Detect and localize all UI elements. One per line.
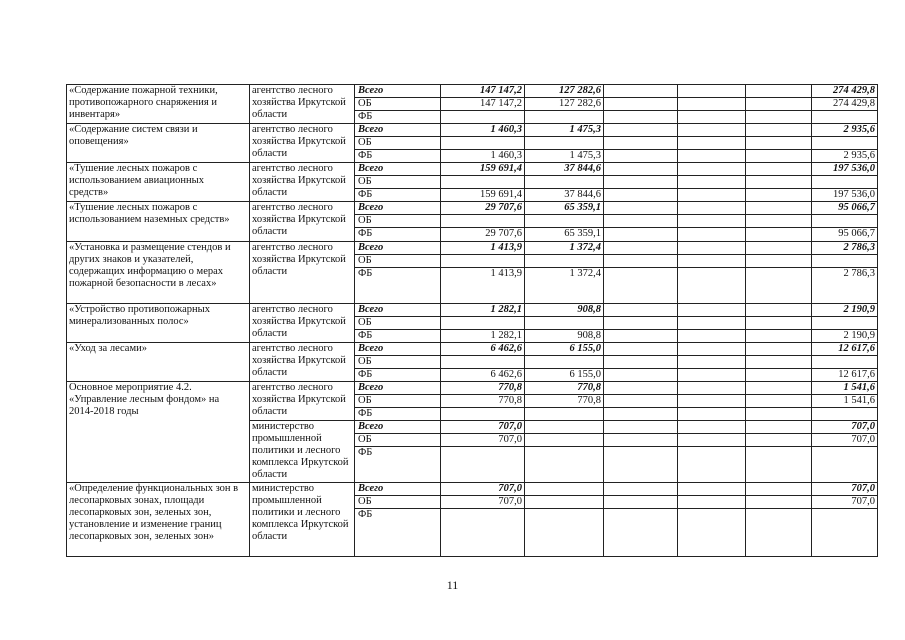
year-value-cell — [525, 176, 604, 189]
table-row — [67, 421, 878, 434]
year-value-cell — [678, 176, 746, 189]
year-value-cell — [746, 330, 812, 343]
year-value-cell: 1 372,4 — [525, 242, 604, 255]
year-value-cell: 770,8 — [441, 395, 525, 408]
year-value-cell: 1 475,3 — [525, 150, 604, 163]
year-value-cell: 65 359,1 — [525, 202, 604, 215]
year-value-cell — [678, 228, 746, 242]
year-value-cell — [678, 330, 746, 343]
funding-source-cell: ОБ — [355, 255, 441, 268]
year-value-cell: 6 155,0 — [525, 369, 604, 382]
year-value-cell — [678, 395, 746, 408]
year-value-cell — [604, 421, 678, 434]
executor-cell: министерство промышленной политики и лесного комплекса Иркутской области — [250, 421, 355, 483]
page-number: 11 — [446, 578, 459, 592]
funding-source-cell: ОБ — [355, 434, 441, 447]
year-value-cell — [678, 483, 746, 496]
year-value-cell — [604, 215, 678, 228]
year-value-cell — [746, 496, 812, 509]
year-value-cell — [746, 255, 812, 268]
year-value-cell: 147 147,2 — [441, 98, 525, 111]
table-row — [67, 124, 878, 137]
funding-source-cell: Всего — [355, 382, 441, 395]
year-value-cell: 770,8 — [525, 382, 604, 395]
funding-source-cell: Всего — [355, 163, 441, 176]
year-value-cell: 770,8 — [525, 395, 604, 408]
total-value-cell: 707,0 — [812, 496, 878, 509]
year-value-cell — [678, 137, 746, 150]
funding-source-cell: Всего — [355, 85, 441, 98]
year-value-cell — [604, 137, 678, 150]
year-value-cell — [678, 447, 746, 483]
year-value-cell — [678, 150, 746, 163]
year-value-cell — [746, 408, 812, 421]
year-value-cell: 770,8 — [441, 382, 525, 395]
measure-name-cell: «Уход за лесами» — [67, 343, 250, 382]
total-value-cell — [812, 215, 878, 228]
year-value-cell — [746, 509, 812, 557]
year-value-cell — [441, 408, 525, 421]
year-value-cell: 707,0 — [441, 496, 525, 509]
total-value-cell — [812, 317, 878, 330]
year-value-cell — [604, 189, 678, 202]
total-value-cell: 1 541,6 — [812, 395, 878, 408]
year-value-cell — [441, 255, 525, 268]
year-value-cell: 6 462,6 — [441, 369, 525, 382]
year-value-cell — [746, 421, 812, 434]
year-value-cell — [678, 242, 746, 255]
year-value-cell: 65 359,1 — [525, 228, 604, 242]
year-value-cell — [525, 434, 604, 447]
budget-table — [66, 84, 878, 557]
year-value-cell — [604, 496, 678, 509]
measure-name-cell: «Тушение лесных пожаров с использованием авиационных средств» — [67, 163, 250, 202]
table-row — [67, 483, 878, 496]
total-value-cell: 707,0 — [812, 483, 878, 496]
funding-source-cell: ОБ — [355, 176, 441, 189]
total-value-cell — [812, 356, 878, 369]
year-value-cell — [746, 343, 812, 356]
total-value-cell: 274 429,8 — [812, 85, 878, 98]
year-value-cell: 1 282,1 — [441, 330, 525, 343]
funding-source-cell: ФБ — [355, 150, 441, 163]
year-value-cell: 1 282,1 — [441, 304, 525, 317]
funding-source-cell: Всего — [355, 242, 441, 255]
year-value-cell: 1 413,9 — [441, 268, 525, 304]
year-value-cell — [746, 98, 812, 111]
year-value-cell — [604, 356, 678, 369]
year-value-cell — [746, 124, 812, 137]
year-value-cell — [746, 137, 812, 150]
funding-source-cell: ОБ — [355, 317, 441, 330]
year-value-cell — [604, 304, 678, 317]
year-value-cell — [746, 242, 812, 255]
funding-source-cell: ОБ — [355, 496, 441, 509]
year-value-cell: 1 475,3 — [525, 124, 604, 137]
year-value-cell: 29 707,6 — [441, 202, 525, 215]
executor-cell: агентство лесного хозяйства Иркутской области — [250, 163, 355, 202]
executor-cell: агентство лесного хозяйства Иркутской области — [250, 304, 355, 343]
funding-source-cell: Всего — [355, 304, 441, 317]
year-value-cell — [746, 434, 812, 447]
total-value-cell — [812, 111, 878, 124]
total-value-cell: 2 935,6 — [812, 124, 878, 137]
year-value-cell — [604, 382, 678, 395]
year-value-cell — [604, 343, 678, 356]
table-row — [67, 343, 878, 356]
year-value-cell — [746, 176, 812, 189]
funding-source-cell: ФБ — [355, 509, 441, 557]
total-value-cell — [812, 408, 878, 421]
year-value-cell — [525, 447, 604, 483]
measure-name-cell: «Определение функциональных зон в лесопарковых зонах, площади лесопарковых зон, зеленых зон, установление и изменение границ лесопарковых зон, зеленых зон» — [67, 483, 250, 557]
table-row — [67, 202, 878, 215]
year-value-cell — [746, 189, 812, 202]
measure-name-cell: «Устройство противопожарных минерализованных полос» — [67, 304, 250, 343]
total-value-cell — [812, 176, 878, 189]
year-value-cell — [604, 447, 678, 483]
year-value-cell: 37 844,6 — [525, 163, 604, 176]
year-value-cell — [746, 85, 812, 98]
year-value-cell — [525, 509, 604, 557]
year-value-cell — [604, 124, 678, 137]
year-value-cell — [525, 356, 604, 369]
year-value-cell — [746, 150, 812, 163]
year-value-cell: 159 691,4 — [441, 163, 525, 176]
year-value-cell — [678, 111, 746, 124]
year-value-cell — [678, 268, 746, 304]
table-row — [67, 163, 878, 176]
measure-name-cell: «Содержание систем связи и оповещения» — [67, 124, 250, 163]
year-value-cell: 1 460,3 — [441, 150, 525, 163]
year-value-cell — [678, 382, 746, 395]
year-value-cell — [604, 85, 678, 98]
year-value-cell — [441, 447, 525, 483]
year-value-cell — [678, 408, 746, 421]
year-value-cell — [746, 382, 812, 395]
year-value-cell — [678, 496, 746, 509]
funding-source-cell: ФБ — [355, 189, 441, 202]
total-value-cell: 2 786,3 — [812, 242, 878, 255]
total-value-cell: 2 190,9 — [812, 330, 878, 343]
year-value-cell — [604, 255, 678, 268]
year-value-cell — [604, 242, 678, 255]
year-value-cell: 707,0 — [441, 434, 525, 447]
funding-source-cell: ОБ — [355, 137, 441, 150]
funding-source-cell: ФБ — [355, 228, 441, 242]
total-value-cell — [812, 255, 878, 268]
year-value-cell — [678, 434, 746, 447]
executor-cell: агентство лесного хозяйства Иркутской области — [250, 382, 355, 421]
year-value-cell — [678, 202, 746, 215]
year-value-cell — [746, 304, 812, 317]
funding-source-cell: ОБ — [355, 356, 441, 369]
year-value-cell — [678, 98, 746, 111]
total-value-cell: 1 541,6 — [812, 382, 878, 395]
year-value-cell — [604, 98, 678, 111]
year-value-cell — [678, 317, 746, 330]
year-value-cell: 1 413,9 — [441, 242, 525, 255]
measure-name-cell — [67, 421, 250, 483]
funding-source-cell: ФБ — [355, 111, 441, 124]
year-value-cell — [604, 150, 678, 163]
year-value-cell — [746, 268, 812, 304]
year-value-cell — [678, 343, 746, 356]
year-value-cell — [525, 483, 604, 496]
total-value-cell: 2 190,9 — [812, 304, 878, 317]
year-value-cell: 1 372,4 — [525, 268, 604, 304]
total-value-cell — [812, 137, 878, 150]
measure-name-cell: «Тушение лесных пожаров с использованием наземных средств» — [67, 202, 250, 242]
year-value-cell — [678, 124, 746, 137]
year-value-cell: 908,8 — [525, 304, 604, 317]
year-value-cell — [441, 317, 525, 330]
year-value-cell — [746, 369, 812, 382]
year-value-cell — [746, 215, 812, 228]
year-value-cell — [746, 202, 812, 215]
year-value-cell — [678, 85, 746, 98]
year-value-cell — [604, 163, 678, 176]
funding-source-cell: ОБ — [355, 395, 441, 408]
year-value-cell — [604, 434, 678, 447]
year-value-cell — [604, 483, 678, 496]
year-value-cell — [604, 228, 678, 242]
funding-source-cell: ОБ — [355, 215, 441, 228]
year-value-cell — [441, 509, 525, 557]
measure-name-cell: «Установка и размещение стендов и других знаков и указателей, содержащих информацию о мерах пожарной безопасности в лесах» — [67, 242, 250, 304]
year-value-cell — [604, 202, 678, 215]
funding-source-cell: ФБ — [355, 369, 441, 382]
year-value-cell: 29 707,6 — [441, 228, 525, 242]
funding-source-cell: ФБ — [355, 408, 441, 421]
year-value-cell — [604, 268, 678, 304]
year-value-cell: 908,8 — [525, 330, 604, 343]
total-value-cell: 95 066,7 — [812, 228, 878, 242]
year-value-cell — [678, 255, 746, 268]
executor-cell: агентство лесного хозяйства Иркутской области — [250, 242, 355, 304]
total-value-cell: 707,0 — [812, 421, 878, 434]
total-value-cell: 12 617,6 — [812, 369, 878, 382]
year-value-cell — [746, 483, 812, 496]
year-value-cell — [604, 330, 678, 343]
table-row — [67, 382, 878, 395]
year-value-cell — [604, 317, 678, 330]
total-value-cell: 197 536,0 — [812, 189, 878, 202]
year-value-cell — [525, 496, 604, 509]
executor-cell: министерство промышленной политики и лесного комплекса Иркутской области — [250, 483, 355, 557]
funding-source-cell: Всего — [355, 124, 441, 137]
year-value-cell: 1 460,3 — [441, 124, 525, 137]
total-value-cell: 95 066,7 — [812, 202, 878, 215]
year-value-cell — [746, 163, 812, 176]
year-value-cell — [525, 255, 604, 268]
total-value-cell: 197 536,0 — [812, 163, 878, 176]
measure-name-cell: Основное мероприятие 4.2. «Управление лесным фондом» на 2014-2018 годы — [67, 382, 250, 421]
year-value-cell — [525, 317, 604, 330]
year-value-cell — [746, 356, 812, 369]
executor-cell: агентство лесного хозяйства Иркутской области — [250, 343, 355, 382]
funding-source-cell: ОБ — [355, 98, 441, 111]
year-value-cell — [604, 176, 678, 189]
year-value-cell — [746, 111, 812, 124]
executor-cell: агентство лесного хозяйства Иркутской области — [250, 202, 355, 242]
year-value-cell — [678, 215, 746, 228]
year-value-cell: 127 282,6 — [525, 98, 604, 111]
year-value-cell — [525, 111, 604, 124]
year-value-cell — [678, 356, 746, 369]
year-value-cell — [604, 408, 678, 421]
total-value-cell: 707,0 — [812, 434, 878, 447]
total-value-cell — [812, 509, 878, 557]
year-value-cell — [604, 509, 678, 557]
funding-source-cell: ФБ — [355, 447, 441, 483]
year-value-cell — [678, 163, 746, 176]
year-value-cell — [441, 137, 525, 150]
year-value-cell — [441, 176, 525, 189]
year-value-cell: 707,0 — [441, 421, 525, 434]
year-value-cell — [746, 395, 812, 408]
year-value-cell — [604, 111, 678, 124]
year-value-cell — [525, 421, 604, 434]
year-value-cell — [441, 356, 525, 369]
year-value-cell — [678, 304, 746, 317]
year-value-cell — [678, 189, 746, 202]
year-value-cell — [678, 421, 746, 434]
year-value-cell: 159 691,4 — [441, 189, 525, 202]
executor-cell: агентство лесного хозяйства Иркутской области — [250, 124, 355, 163]
year-value-cell — [678, 509, 746, 557]
year-value-cell — [678, 369, 746, 382]
executor-cell: агентство лесного хозяйства Иркутской области — [250, 85, 355, 124]
total-value-cell: 2 935,6 — [812, 150, 878, 163]
year-value-cell: 6 462,6 — [441, 343, 525, 356]
year-value-cell — [746, 228, 812, 242]
year-value-cell — [604, 395, 678, 408]
year-value-cell — [604, 369, 678, 382]
funding-source-cell: Всего — [355, 421, 441, 434]
total-value-cell — [812, 447, 878, 483]
year-value-cell: 37 844,6 — [525, 189, 604, 202]
funding-source-cell: Всего — [355, 202, 441, 215]
funding-source-cell: Всего — [355, 343, 441, 356]
measure-name-cell: «Содержание пожарной техники, противопожарного снаряжения и инвентаря» — [67, 85, 250, 124]
year-value-cell — [746, 317, 812, 330]
total-value-cell: 2 786,3 — [812, 268, 878, 304]
year-value-cell: 127 282,6 — [525, 85, 604, 98]
year-value-cell — [525, 215, 604, 228]
funding-source-cell: ФБ — [355, 268, 441, 304]
table-row — [67, 242, 878, 255]
year-value-cell: 707,0 — [441, 483, 525, 496]
funding-source-cell: ФБ — [355, 330, 441, 343]
year-value-cell — [746, 447, 812, 483]
table-row — [67, 304, 878, 317]
year-value-cell — [441, 215, 525, 228]
year-value-cell — [441, 111, 525, 124]
total-value-cell: 274 429,8 — [812, 98, 878, 111]
year-value-cell: 147 147,2 — [441, 85, 525, 98]
year-value-cell: 6 155,0 — [525, 343, 604, 356]
total-value-cell: 12 617,6 — [812, 343, 878, 356]
year-value-cell — [525, 137, 604, 150]
table-row — [67, 85, 878, 98]
year-value-cell — [525, 408, 604, 421]
funding-source-cell: Всего — [355, 483, 441, 496]
